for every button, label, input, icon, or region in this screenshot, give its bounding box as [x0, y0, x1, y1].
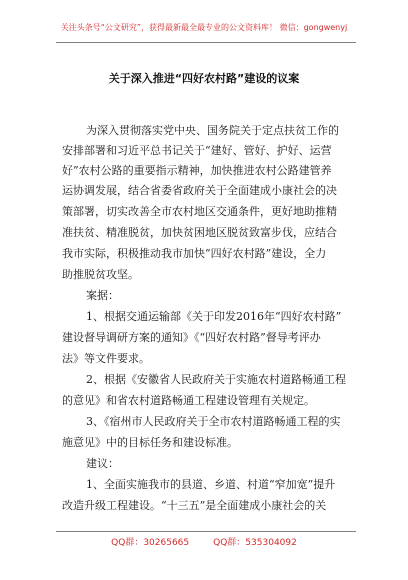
body-line: 运协调发展，结合省委省政府关于全面建成小康社会的决	[62, 184, 337, 197]
body-line: 3、《宿州市人民政府关于全市农村道路畅通工程的实	[86, 415, 341, 428]
body-line: 策部署，切实改善全市农村地区交通条件，更好地助推精	[62, 205, 337, 218]
bottom-divider	[56, 531, 356, 532]
top-divider	[56, 42, 356, 43]
qq-group-1: QQ群：30265665	[111, 538, 190, 548]
body-line: 助推脱贫攻坚。	[62, 268, 139, 281]
body-line: 1、根据交通运输部《关于印发2016年“四好农村路”	[86, 310, 342, 323]
body-line: 我市实际，积极推动我市加快“四好农村路”建设，全力	[62, 247, 327, 260]
body-line: 2、根据《安徽省人民政府关于实施农村道路畅通工程	[86, 373, 346, 386]
top-banner: 关注头条号“公文研究”，获得最新最全最专业的公文资料库！ 微信：gongwenyj	[60, 23, 348, 32]
body-line: 法》等文件要求。	[62, 352, 150, 365]
body-line: 准扶贫、精准脱贫，加快贫困地区脱贫致富步伐，应结合	[62, 226, 337, 239]
body-line: 建设督导调研方案的通知》《“四好农村路”督导考评办	[62, 331, 321, 344]
section-heading: 建议：	[86, 457, 119, 470]
document-title: 关于深入推进“四好农村路”建设的议案	[108, 72, 300, 85]
qq-group-2: QQ群：535304092	[213, 538, 297, 548]
qq-footer	[0, 535, 408, 548]
body-line: 施意见》中的目标任务和建设标准。	[62, 436, 238, 449]
body-line: 好”农村公路的重要指示精神，加快推进农村公路建管养	[62, 164, 332, 177]
body-line: 1、全面实施我市的县道、乡道、村道“窄加宽”提升	[86, 478, 336, 491]
body-line: 为深入贯彻落实党中央、国务院关于定点扶贫工作的	[86, 124, 339, 137]
body-line: 的意见》和省农村道路畅通工程建设管理有关规定。	[62, 394, 315, 407]
section-heading: 案据：	[86, 289, 119, 302]
body-line: 改造升级工程建设。“十三五”是全面建成小康社会的关	[62, 499, 327, 512]
body-line: 安排部署和习近平总书记关于“建好、管好、护好、运营	[62, 144, 332, 157]
